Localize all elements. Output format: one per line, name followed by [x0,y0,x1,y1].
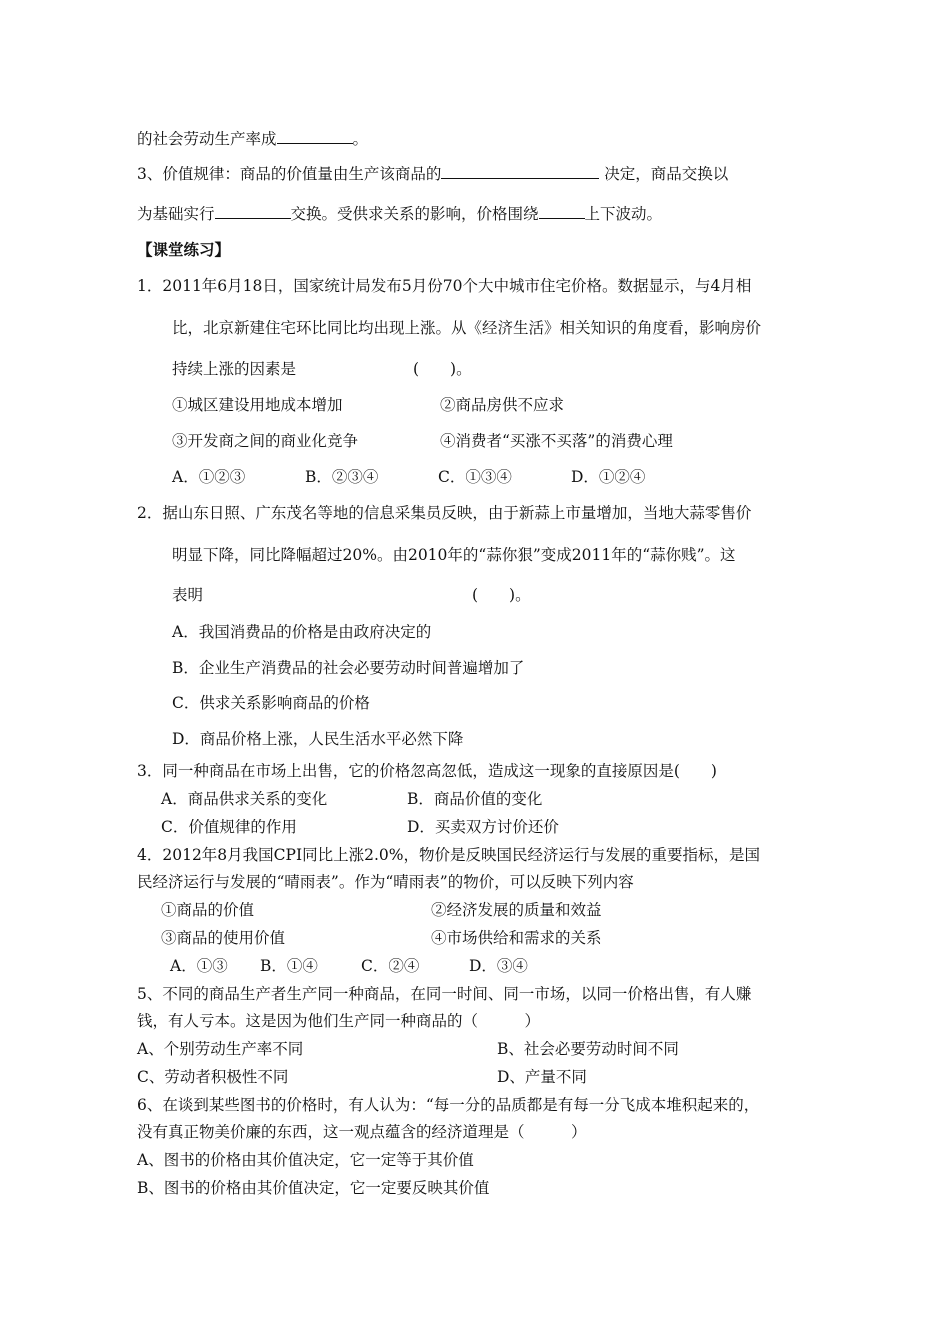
q6-option-a: A、图书的价格由其价值决定，它一定等于其价值 [137,1151,474,1169]
answer-bracket: ( )。 [413,360,472,378]
q4-line-1: 4．2012年8月我国CPI同比上涨2.0%，物价是反映国民经济运行与发展的重要指标，是国 [137,846,760,864]
q4-choice-c: C．②④ [361,957,420,975]
q4-line-2: 民经济运行与发展的“晴雨表”。作为“晴雨表”的物价，可以反映下列内容 [137,873,634,891]
q4-option-2: ②经济发展的质量和效益 [431,901,602,919]
q2-line-2: 明显下降，同比降幅超过20%。由2010年的“蒜你狠”变成2011年的“蒜你贱”。这 [172,546,736,564]
q1-line-1: 1．2011年6月18日，国家统计局发布5月份70个大中城市住宅价格。数据显示，与4月相 [137,277,752,295]
exercise-heading: 【课堂练习】 [137,241,231,259]
q5-option-a: A、个别劳动生产率不同 [137,1040,304,1058]
q1-line-3 [172,359,296,379]
q2-line-1: 2．据山东日照、广东茂名等地的信息采集员反映，由于新蒜上市量增加，当地大蒜零售价 [137,504,752,522]
q4-choice-d: D．③④ [469,957,528,975]
q1-choice-c: C．①③④ [438,468,512,486]
intro-line-2 [137,164,728,184]
intro-text: 为基础实行 [137,205,215,223]
q6-option-b: B、图书的价格由其价值决定，它一定要反映其价值 [137,1179,490,1197]
q1-option-2: ②商品房供不应求 [440,396,565,414]
intro-line-1 [137,129,368,149]
fill-blank [215,204,291,219]
q4-choice-b: B．①④ [260,957,318,975]
q1-option-4: ④消费者“买涨不买落”的消费心理 [440,432,673,450]
q5-option-b: B、社会必要劳动时间不同 [497,1040,679,1058]
q6-line-2: 没有真正物美价廉的东西，这一观点蕴含的经济道理是（ ） [137,1123,587,1141]
q3-option-c: C．价值规律的作用 [161,818,297,836]
q3-line-1: 3．同一种商品在市场上出售，它的价格忽高忽低，造成这一现象的直接原因是( ) [137,762,717,780]
fill-blank [277,129,353,144]
intro-text: 。 [352,130,369,148]
q2-option-a: A．我国消费品的价格是由政府决定的 [172,623,432,641]
q2-option-c: C．供求关系影响商品的价格 [172,694,370,712]
q1-choice-a: A．①②③ [172,468,246,486]
q2-line-3: 表明 [172,586,204,604]
q5-line-1: 5、不同的商品生产者生产同一种商品，在同一时间、同一市场，以同一价格出售，有人赚 [137,985,752,1003]
intro-text: 决定，商品交换以 [599,165,729,183]
q2-option-d: D．商品价格上涨，人民生活水平必然下降 [172,730,464,748]
q3-option-d: D．买卖双方讨价还价 [407,818,559,836]
fill-blank [441,164,599,179]
q5-line-2: 钱，有人亏本。这是因为他们生产同一种商品的（ ） [137,1012,541,1030]
q5-option-d: D、产量不同 [497,1068,587,1086]
intro-line-3 [137,204,662,224]
q4-option-4: ④市场供给和需求的关系 [431,929,602,947]
q5-option-c: C、劳动者积极性不同 [137,1068,289,1086]
q4-choice-a: A．①③ [170,957,228,975]
q1-line-2: 比，北京新建住宅环比同比均出现上涨。从《经济生活》相关知识的角度看，影响房价 [172,319,762,337]
q6-line-1: 6、在谈到某些图书的价格时，有人认为：“每一分的品质都是有每一分飞成本堆积起来的， [137,1096,760,1114]
q3-option-a: A．商品供求关系的变化 [161,790,328,808]
question-text: 持续上涨的因素是 [172,360,297,378]
intro-text: 的社会劳动生产率成 [137,130,277,148]
q2-option-b: B．企业生产消费品的社会必要劳动时间普遍增加了 [172,659,525,677]
intro-text: 3、价值规律：商品的价值量由生产该商品的 [137,165,442,183]
q1-option-1: ①城区建设用地成本增加 [172,396,343,414]
intro-text: 交换。受供求关系的影响，价格围绕 [290,205,539,223]
answer-bracket: ( )。 [472,586,531,604]
q1-choice-d: D．①②④ [571,468,646,486]
q4-option-3: ③商品的使用价值 [161,929,286,947]
intro-text: 上下波动。 [584,205,663,223]
q3-option-b: B．商品价值的变化 [407,790,543,808]
q4-option-1: ①商品的价值 [161,901,255,919]
fill-blank [539,204,585,219]
q1-choice-b: B．②③④ [305,468,379,486]
q1-option-3: ③开发商之间的商业化竞争 [172,432,359,450]
